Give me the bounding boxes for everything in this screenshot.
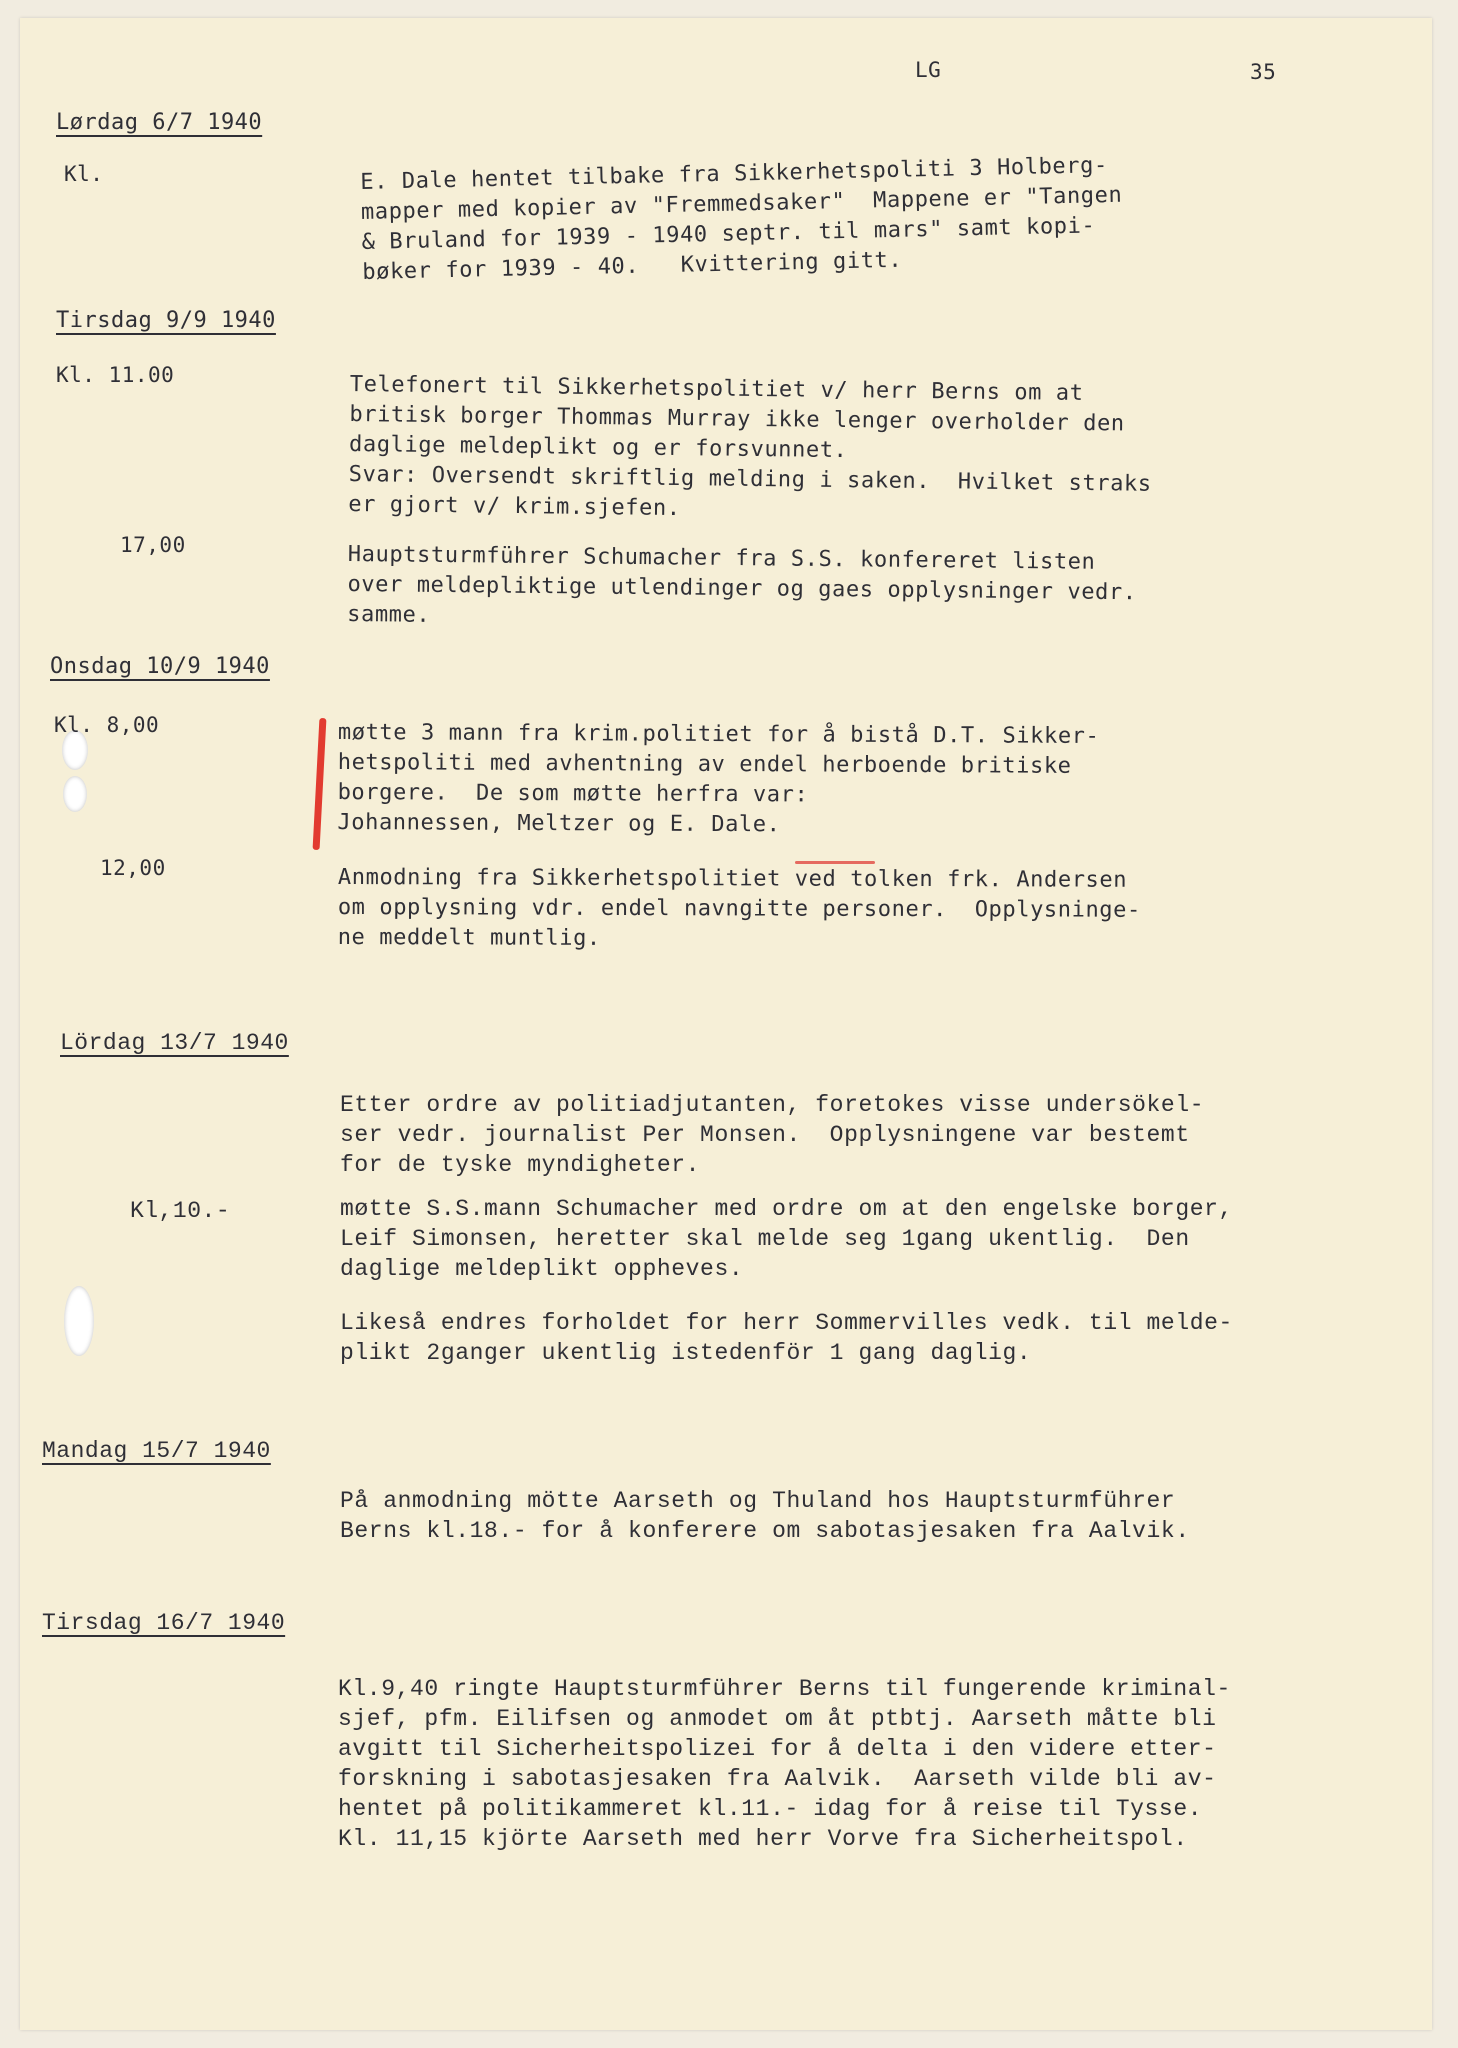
entry-time: 17,00 bbox=[120, 533, 186, 557]
entry-text: Kl.9,40 ringte Hauptsturmführer Berns til fungerende kriminal- sjef, pfm. Eilifsen og anmodet om åt ptbtj. Aarseth måtte bli avgitt til Sicherheitspolizei for å delta i den videre etter- forskning i sabotasjesaken fra Aalvik. Aarseth vilde bli av- hentet på politikammeret kl.11.- idag for å reise til Tysse. Kl. 11,15 kjörte Aarseth med herr Vorve fra Sicherheitspol. bbox=[338, 1676, 1231, 1852]
red-pencil-underline bbox=[795, 861, 875, 864]
document-page bbox=[20, 18, 1432, 2030]
entry-text: møtte 3 mann fra krim.politiet for å bistå D.T. Sikker- hetspoliti med avhentning av endel herboende britiske borgere. De som møtte herfra var: Johannessen, Meltzer og E. Dale. bbox=[337, 720, 1100, 838]
red-pencil-margin-mark bbox=[313, 718, 327, 850]
entry-text: Likeså endres forholdet for herr Sommervilles vedk. til melde- plikt 2ganger ukentlig istedenför 1 gang daglig. bbox=[340, 1310, 1233, 1366]
entry-text: Anmodning fra Sikkerhetspolitiet ved tolken frk. Andersen om opplysning vdr. endel navngitte personer. Opplysninge- ne meddelt muntlig. bbox=[337, 865, 1141, 951]
entry-text: E. Dale hentet tilbake fra Sikkerhetspoliti 3 Holberg- mapper med kopier av "Fremmedsaker" Mappene er "Tangen & Bruland for 1939 - 1940 septr. til mars" samt kopi- bøker for 1939 - 40. Kvittering gitt. bbox=[360, 153, 1123, 285]
entry-date: Lørdag 6/7 1940 bbox=[56, 110, 263, 135]
entry-text: Hauptsturmführer Schumacher fra S.S. konfereret listen over meldepliktige utlendinger og gaes opplysninger vedr. samme. bbox=[347, 541, 1137, 628]
entry-date: Onsdag 10/9 1940 bbox=[50, 654, 270, 679]
entry-date: Tirsdag 9/9 1940 bbox=[56, 308, 276, 333]
entry-time: 12,00 bbox=[100, 856, 166, 880]
entry-time: Kl,10.- bbox=[130, 1198, 231, 1224]
entry-time: Kl. bbox=[64, 162, 104, 186]
entry-text: møtte S.S.mann Schumacher med ordre om at den engelske borger, Leif Simonsen, heretter skal melde seg 1gang ukentlig. Den daglige meldeplikt oppheves. bbox=[340, 1196, 1233, 1282]
entry-time: Kl. 11.00 bbox=[56, 363, 175, 387]
entry-date: Tirsdag 16/7 1940 bbox=[42, 1610, 286, 1636]
page-number: 35 bbox=[1250, 60, 1277, 84]
entry-text: På anmodning mötte Aarseth og Thuland hos Hauptsturmführer Berns kl.18.- for å konferere om sabotasjesaken fra Aalvik. bbox=[340, 1488, 1190, 1544]
entry-date: Lördag 13/7 1940 bbox=[60, 1030, 289, 1056]
entry-text: Telefonert til Sikkerhetspolitiet v/ herr Berns om at britisk borger Thommas Murray ikke lenger overholder den daglige meldeplikt og er forsvunnet. Svar: Oversendt skriftlig melding i saken. Hvilket straks er gjort v/ krim.sjefen. bbox=[348, 371, 1152, 522]
header-initials: LG bbox=[915, 58, 942, 82]
entry-date: Mandag 15/7 1940 bbox=[42, 1438, 271, 1464]
entry-time: Kl. 8,00 bbox=[54, 713, 160, 737]
entry-text: Etter ordre av politiadjutanten, foretokes visse undersökel- ser vedr. journalist Per Monsen. Opplysningene var bestemt for de tyske myndigheter. bbox=[340, 1092, 1205, 1178]
punch-hole bbox=[63, 776, 87, 812]
punch-hole bbox=[64, 1286, 94, 1356]
